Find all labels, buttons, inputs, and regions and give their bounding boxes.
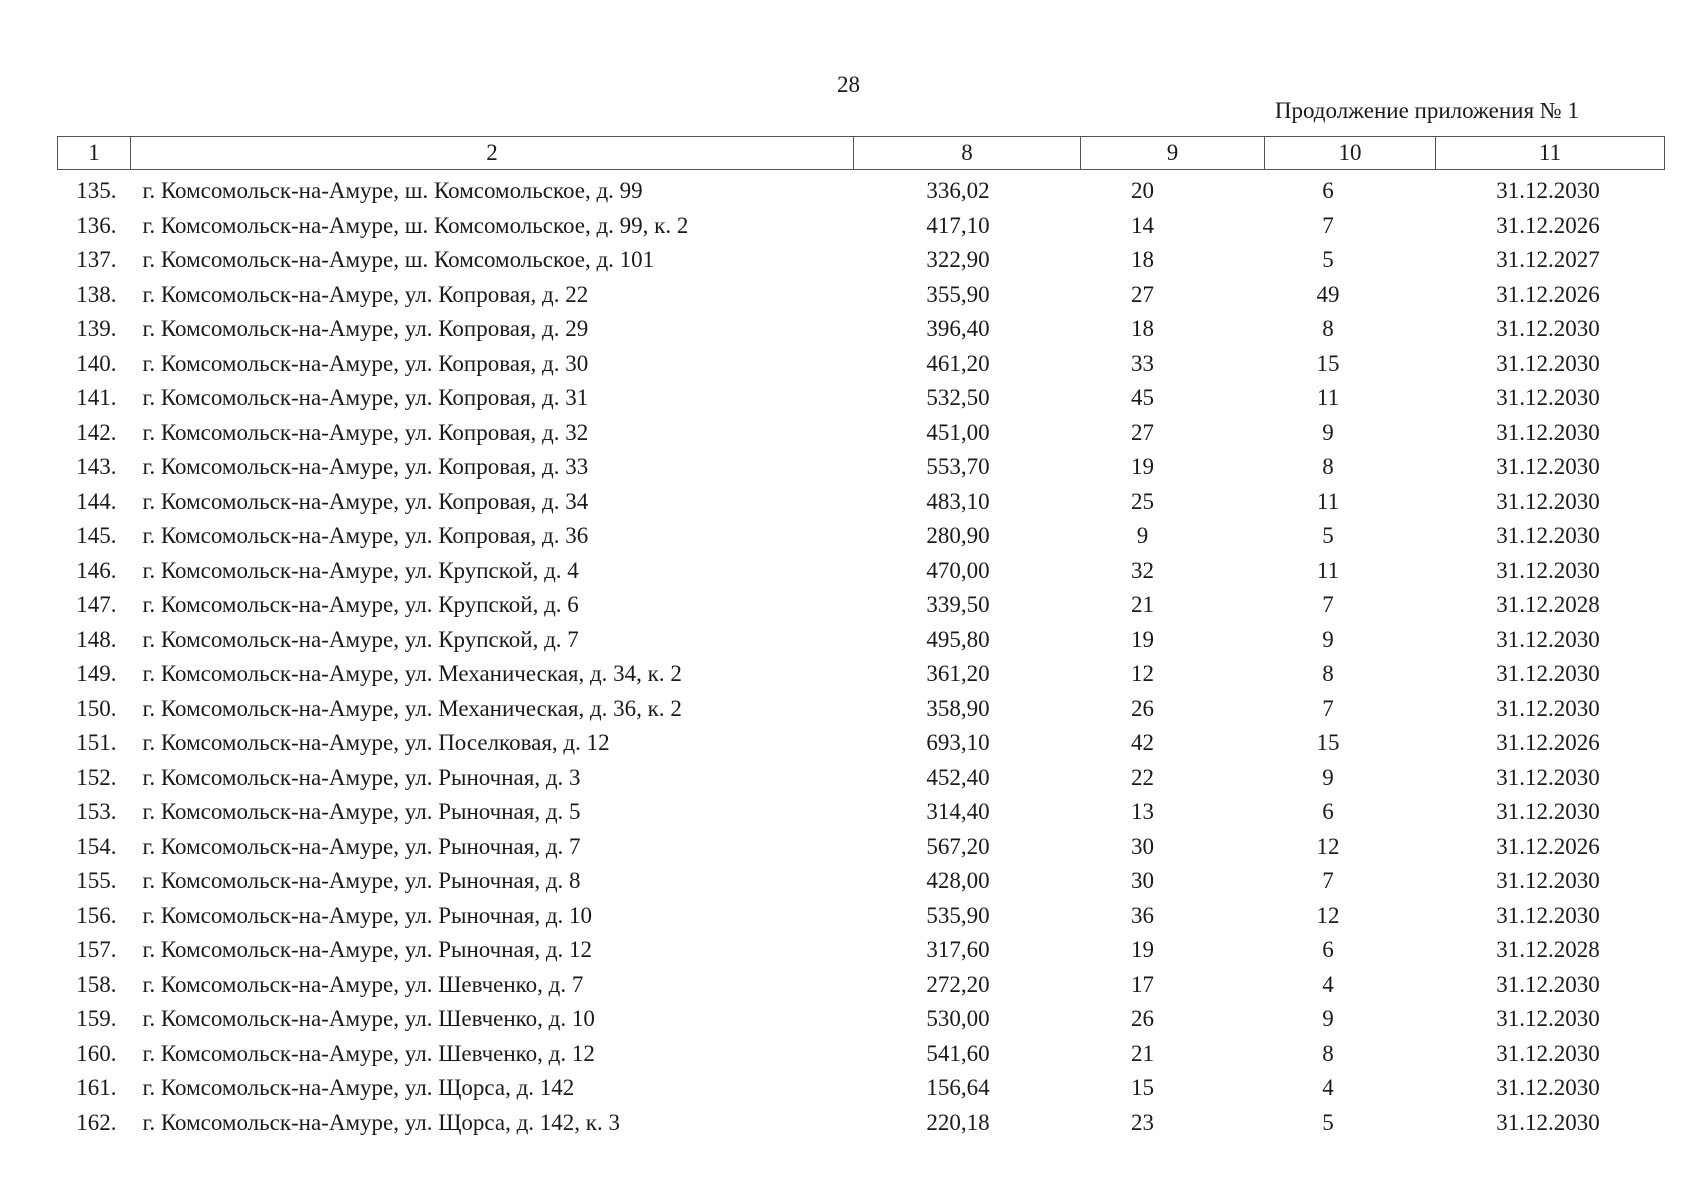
- col-10-cell: 11: [1316, 385, 1340, 410]
- col-11-cell: 31.12.2030: [1496, 488, 1600, 514]
- col-11-cell: 31.12.2026: [1496, 212, 1600, 238]
- col-10-cell: 15: [1316, 350, 1340, 376]
- col-10-cell: 8: [1322, 316, 1334, 341]
- col-8-cell: 428,00: [926, 868, 990, 893]
- col-10-cell: 7: [1322, 592, 1334, 617]
- col-11-cell: 31.12.2030: [1496, 902, 1600, 928]
- address-cell: г. Комсомольск-на-Амуре, ул. Крупской, д. 4: [142, 557, 579, 583]
- col-8-cell: 355,90: [926, 281, 990, 307]
- col-10-cell: 5: [1322, 247, 1334, 272]
- col-9-cell: 27: [1131, 281, 1154, 307]
- row-number: 157.: [76, 937, 117, 962]
- row-number: 141.: [76, 385, 117, 410]
- row-number: 150.: [76, 695, 117, 721]
- col-11-cell: 31.12.2030: [1496, 385, 1600, 410]
- address-cell: г. Комсомольск-на-Амуре, ул. Шевченко, д. 12: [142, 1040, 595, 1066]
- header-row: [58, 137, 1665, 170]
- row-number: 139.: [76, 316, 117, 341]
- col-9-cell: 20: [1131, 178, 1154, 203]
- table-body: [58, 170, 1665, 1141]
- table-row: [58, 899, 1665, 934]
- col-10-cell: 15: [1316, 730, 1340, 755]
- table-row: [58, 1037, 1665, 1072]
- col-9-cell: 18: [1131, 316, 1154, 341]
- row-number: 142.: [76, 419, 117, 445]
- address-cell: г. Комсомольск-на-Амуре, ш. Комсомольское, д. 99: [142, 178, 643, 203]
- page-number: 28: [837, 72, 860, 97]
- table-row: [58, 450, 1665, 485]
- col-11-cell: 31.12.2030: [1496, 557, 1600, 583]
- address-cell: г. Комсомольск-на-Амуре, ул. Щорса, д. 142, к. 3: [142, 1109, 620, 1135]
- col-10-cell: 6: [1322, 937, 1334, 962]
- col-9-cell: 15: [1131, 1075, 1154, 1100]
- appendix-continuation-note: Продолжение приложения № 1: [1274, 98, 1579, 123]
- table-row: [58, 554, 1665, 589]
- address-cell: г. Комсомольск-на-Амуре, ул. Механическая, д. 36, к. 2: [142, 695, 682, 721]
- col-11-cell: 31.12.2030: [1496, 316, 1600, 341]
- col-8-cell: 396,40: [926, 316, 990, 341]
- col-11-cell: 31.12.2030: [1496, 626, 1600, 652]
- col-8-cell: 483,10: [926, 488, 990, 514]
- header-col-10: 10: [1265, 137, 1436, 170]
- table-row: [58, 968, 1665, 1003]
- table-row: [58, 1002, 1665, 1037]
- address-cell: г. Комсомольск-на-Амуре, ул. Копровая, д. 29: [142, 316, 589, 341]
- row-number: 144.: [76, 488, 117, 514]
- address-cell: г. Комсомольск-на-Амуре, ул. Копровая, д. 34: [142, 488, 589, 514]
- row-number: 158.: [76, 971, 117, 997]
- col-8-cell: 495,80: [926, 626, 990, 652]
- col-11-cell: 31.12.2030: [1496, 178, 1600, 203]
- col-10-cell: 5: [1322, 1109, 1334, 1135]
- col-9-cell: 19: [1131, 937, 1154, 962]
- table-row: [58, 170, 1665, 209]
- address-cell: г. Комсомольск-на-Амуре, ул. Рыночная, д. 12: [142, 937, 593, 962]
- row-number: 147.: [76, 592, 117, 617]
- col-8-cell: 220,18: [926, 1109, 990, 1135]
- table-row: [58, 243, 1665, 278]
- table-row: [58, 761, 1665, 796]
- col-11-cell: 31.12.2027: [1496, 247, 1600, 272]
- col-8-cell: 553,70: [926, 454, 990, 479]
- col-9-cell: 36: [1131, 902, 1154, 928]
- col-9-cell: 23: [1131, 1109, 1154, 1135]
- header-col-9: 9: [1081, 137, 1265, 170]
- col-10-cell: 11: [1316, 488, 1340, 514]
- table-header: [58, 137, 1665, 170]
- address-cell: г. Комсомольск-на-Амуре, ул. Крупской, д. 6: [142, 592, 579, 617]
- address-cell: г. Комсомольск-на-Амуре, ул. Крупской, д. 7: [142, 626, 579, 652]
- address-cell: г. Комсомольск-на-Амуре, ул. Копровая, д. 31: [142, 385, 589, 410]
- col-8-cell: 567,20: [926, 833, 990, 859]
- address-cell: г. Комсомольск-на-Амуре, ул. Рыночная, д. 8: [142, 868, 581, 893]
- col-8-cell: 470,00: [926, 557, 990, 583]
- address-cell: г. Комсомольск-на-Амуре, ул. Механическая, д. 34, к. 2: [142, 661, 682, 686]
- table-row: [58, 1071, 1665, 1106]
- address-cell: г. Комсомольск-на-Амуре, ул. Шевченко, д. 7: [142, 971, 584, 997]
- address-cell: г. Комсомольск-на-Амуре, ул. Рыночная, д. 10: [142, 902, 593, 928]
- col-11-cell: 31.12.2030: [1496, 695, 1600, 721]
- col-11-cell: 31.12.2030: [1496, 1006, 1600, 1031]
- row-number: 155.: [76, 868, 117, 893]
- row-number: 152.: [76, 764, 117, 790]
- row-number: 137.: [76, 247, 117, 272]
- col-11-cell: 31.12.2026: [1496, 730, 1600, 755]
- table-row: [58, 347, 1665, 382]
- col-11-cell: 31.12.2030: [1496, 454, 1600, 479]
- col-8-cell: 361,20: [926, 661, 990, 686]
- table-row: [58, 588, 1665, 623]
- col-11-cell: 31.12.2030: [1496, 971, 1600, 997]
- col-8-cell: 339,50: [926, 592, 990, 617]
- col-8-cell: 452,40: [926, 764, 990, 790]
- col-8-cell: 156,64: [926, 1075, 990, 1100]
- address-cell: г. Комсомольск-на-Амуре, ул. Рыночная, д. 5: [142, 799, 581, 824]
- col-8-cell: 451,00: [926, 419, 990, 445]
- col-8-cell: 417,10: [926, 212, 990, 238]
- col-11-cell: 31.12.2028: [1496, 592, 1600, 617]
- row-number: 140.: [76, 350, 117, 376]
- row-number: 149.: [76, 661, 117, 686]
- col-10-cell: 9: [1322, 626, 1334, 652]
- table-row: [58, 623, 1665, 658]
- header-col-11: 11: [1436, 137, 1665, 170]
- address-cell: г. Комсомольск-на-Амуре, ул. Копровая, д. 32: [142, 419, 589, 445]
- col-11-cell: 31.12.2030: [1496, 764, 1600, 790]
- col-8-cell: 280,90: [926, 523, 990, 548]
- row-number: 153.: [76, 799, 117, 824]
- table-row: [58, 519, 1665, 554]
- col-11-cell: 31.12.2026: [1496, 833, 1600, 859]
- table-row: [58, 485, 1665, 520]
- col-11-cell: 31.12.2030: [1496, 1075, 1600, 1100]
- col-11-cell: 31.12.2030: [1496, 523, 1600, 548]
- col-9-cell: 45: [1131, 385, 1154, 410]
- row-number: 138.: [76, 281, 117, 307]
- row-number: 145.: [76, 523, 117, 548]
- row-number: 160.: [76, 1040, 117, 1066]
- address-cell: г. Комсомольск-на-Амуре, ул. Щорса, д. 142: [142, 1075, 575, 1100]
- table-row: [58, 933, 1665, 968]
- col-9-cell: 21: [1131, 1040, 1154, 1066]
- col-10-cell: 11: [1316, 557, 1340, 583]
- col-10-cell: 7: [1322, 212, 1334, 238]
- col-9-cell: 30: [1131, 868, 1154, 893]
- col-10-cell: 8: [1322, 1040, 1334, 1066]
- col-9-cell: 18: [1131, 247, 1154, 272]
- address-cell: г. Комсомольск-на-Амуре, ул. Шевченко, д. 10: [142, 1006, 595, 1031]
- row-number: 151.: [76, 730, 117, 755]
- col-8-cell: 322,90: [926, 247, 990, 272]
- col-11-cell: 31.12.2030: [1496, 419, 1600, 445]
- address-cell: г. Комсомольск-на-Амуре, ул. Копровая, д. 30: [142, 350, 589, 376]
- col-9-cell: 30: [1131, 833, 1154, 859]
- row-number: 135.: [76, 178, 117, 203]
- col-10-cell: 4: [1322, 971, 1334, 997]
- table-row: [58, 692, 1665, 727]
- row-number: 148.: [76, 626, 117, 652]
- col-10-cell: 6: [1322, 799, 1334, 824]
- address-cell: г. Комсомольск-на-Амуре, ул. Копровая, д. 22: [142, 281, 589, 307]
- row-number: 161.: [76, 1075, 117, 1100]
- table-row: [58, 209, 1665, 244]
- col-8-cell: 317,60: [926, 937, 990, 962]
- col-10-cell: 4: [1322, 1075, 1334, 1100]
- table-row: [58, 864, 1665, 899]
- table-row: [58, 381, 1665, 416]
- col-8-cell: 535,90: [926, 902, 990, 928]
- col-9-cell: 19: [1131, 454, 1154, 479]
- col-10-cell: 8: [1322, 661, 1334, 686]
- row-number: 154.: [76, 833, 117, 859]
- col-10-cell: 7: [1322, 695, 1334, 721]
- col-11-cell: 31.12.2030: [1496, 661, 1600, 686]
- col-10-cell: 7: [1322, 868, 1334, 893]
- col-9-cell: 17: [1131, 971, 1154, 997]
- col-9-cell: 21: [1131, 592, 1154, 617]
- col-10-cell: 9: [1322, 1006, 1334, 1031]
- col-10-cell: 5: [1322, 523, 1334, 548]
- col-11-cell: 31.12.2030: [1496, 350, 1600, 376]
- col-9-cell: 42: [1131, 730, 1154, 755]
- col-11-cell: 31.12.2030: [1496, 1109, 1600, 1135]
- col-9-cell: 22: [1131, 764, 1154, 790]
- address-cell: г. Комсомольск-на-Амуре, ул. Рыночная, д. 3: [142, 764, 581, 790]
- col-10-cell: 12: [1316, 833, 1340, 859]
- col-8-cell: 541,60: [926, 1040, 990, 1066]
- address-cell: г. Комсомольск-на-Амуре, ул. Поселковая, д. 12: [142, 730, 610, 755]
- col-8-cell: 336,02: [926, 178, 990, 203]
- table-row: [58, 795, 1665, 830]
- col-9-cell: 19: [1131, 626, 1154, 652]
- col-10-cell: 6: [1322, 178, 1334, 203]
- row-number: 136.: [76, 212, 117, 238]
- table-row: [58, 726, 1665, 761]
- col-9-cell: 33: [1131, 350, 1154, 376]
- col-8-cell: 693,10: [926, 730, 990, 755]
- table-row: [58, 830, 1665, 865]
- col-9-cell: 27: [1131, 419, 1154, 445]
- header-col-8: 8: [854, 137, 1081, 170]
- col-8-cell: 358,90: [926, 695, 990, 721]
- col-9-cell: 25: [1131, 488, 1154, 514]
- table-row: [58, 657, 1665, 692]
- col-8-cell: 461,20: [926, 350, 990, 376]
- col-9-cell: 13: [1131, 799, 1154, 824]
- address-cell: г. Комсомольск-на-Амуре, ш. Комсомольское, д. 101: [142, 247, 655, 272]
- housing-registry-table: [57, 136, 1665, 1140]
- col-10-cell: 12: [1316, 902, 1340, 928]
- col-11-cell: 31.12.2030: [1496, 1040, 1600, 1066]
- header-col-1: 1: [58, 137, 131, 170]
- table-row: [58, 1106, 1665, 1141]
- address-cell: г. Комсомольск-на-Амуре, ул. Копровая, д. 36: [142, 523, 589, 548]
- col-10-cell: 49: [1316, 281, 1340, 307]
- table-row: [58, 312, 1665, 347]
- col-10-cell: 9: [1322, 419, 1334, 445]
- col-8-cell: 272,20: [926, 971, 990, 997]
- col-9-cell: 26: [1131, 1006, 1154, 1031]
- address-cell: г. Комсомольск-на-Амуре, ш. Комсомольское, д. 99, к. 2: [142, 212, 689, 238]
- col-9-cell: 12: [1131, 661, 1154, 686]
- col-9-cell: 32: [1131, 557, 1154, 583]
- address-cell: г. Комсомольск-на-Амуре, ул. Копровая, д. 33: [142, 454, 589, 479]
- header-col-2: 2: [131, 137, 854, 170]
- col-8-cell: 532,50: [926, 385, 990, 410]
- col-10-cell: 8: [1322, 454, 1334, 479]
- col-11-cell: 31.12.2026: [1496, 281, 1600, 307]
- col-11-cell: 31.12.2028: [1496, 937, 1600, 962]
- row-number: 159.: [76, 1006, 117, 1031]
- col-10-cell: 9: [1322, 764, 1334, 790]
- col-11-cell: 31.12.2030: [1496, 868, 1600, 893]
- row-number: 146.: [76, 557, 117, 583]
- address-cell: г. Комсомольск-на-Амуре, ул. Рыночная, д. 7: [142, 833, 581, 859]
- col-9-cell: 26: [1131, 695, 1154, 721]
- col-9-cell: 14: [1131, 212, 1154, 238]
- col-8-cell: 314,40: [926, 799, 990, 824]
- row-number: 156.: [76, 902, 117, 928]
- col-11-cell: 31.12.2030: [1496, 799, 1600, 824]
- table-row: [58, 416, 1665, 451]
- col-9-cell: 9: [1136, 523, 1149, 548]
- row-number: 162.: [76, 1109, 117, 1135]
- col-8-cell: 530,00: [926, 1006, 990, 1031]
- row-number: 143.: [76, 454, 117, 479]
- table-row: [58, 278, 1665, 313]
